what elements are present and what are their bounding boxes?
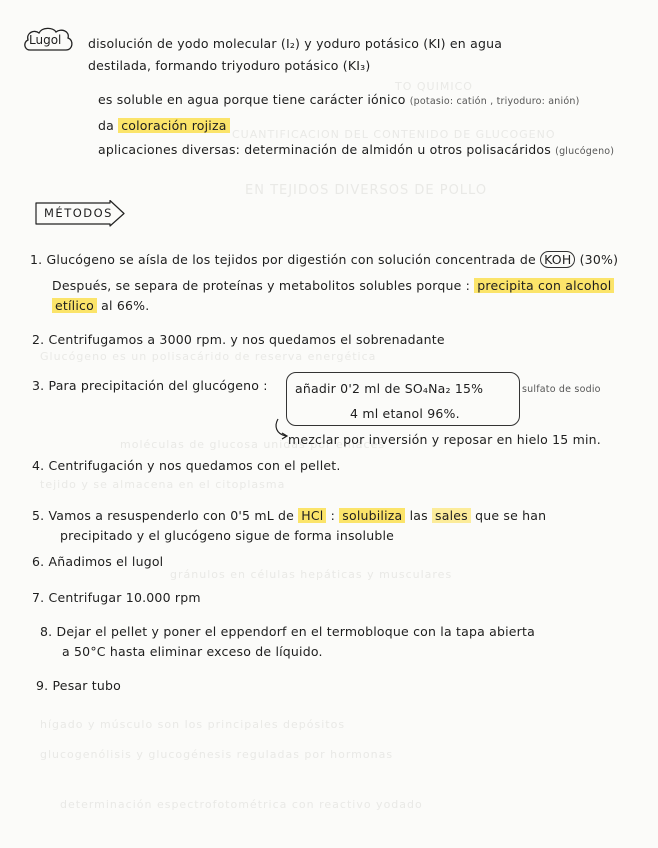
step-6 — [32, 554, 163, 569]
bleed-through: glucogenólisis y glucogénesis reguladas por hormonas — [40, 748, 394, 761]
step-1-line-1 — [30, 252, 618, 267]
highlight-coloracion: coloración rojiza — [118, 118, 229, 133]
step-3-mix: mezclar por inversión y reposar en hielo 15 min. — [288, 432, 601, 447]
step-7-number: 7. — [32, 590, 45, 605]
step-3-text: Para precipitación del glucógeno : — [48, 378, 268, 393]
step-8-line-1 — [40, 624, 535, 639]
step-2-number: 2. — [32, 332, 45, 347]
step-5-colon: : — [330, 508, 336, 523]
bleed-through: hígado y músculo son los principales depósitos — [40, 718, 346, 731]
step-3-box-line-2: 4 ml etanol 96%. — [350, 406, 460, 421]
highlight-solubiliza: solubiliza — [339, 508, 405, 523]
step-3-side-note: sulfato de sodio — [522, 384, 601, 395]
lugol-line-1: disolución de yodo molecular (I₂) y yoduro potásico (KI) en agua — [88, 36, 503, 51]
highlight-etilico: etílico — [52, 298, 97, 313]
step-4-text: Centrifugación y nos quedamos con el pellet. — [48, 458, 341, 473]
lugol-line-5 — [98, 142, 614, 157]
highlight-precipita: precipita con alcohol — [474, 278, 614, 293]
lugol-glycogen-note: (glucógeno) — [555, 146, 615, 157]
step-1-text-b: Después, se separa de proteínas y metabolitos solubles porque : — [52, 278, 471, 293]
koh-circled: KOH — [540, 251, 575, 268]
step-7-text: Centrifugar 10.000 rpm — [48, 590, 201, 605]
lugol-line-4 — [98, 118, 230, 133]
step-5-las: las — [409, 508, 428, 523]
step-6-text: Añadimos el lugol — [48, 554, 164, 569]
bleed-through: EN TEJIDOS DIVERSOS DE POLLO — [245, 183, 488, 198]
step-5-line-2: precipitado y el glucógeno sigue de forma insoluble — [60, 528, 395, 543]
step-1-number: 1. — [30, 252, 43, 267]
highlight-hcl: HCl — [298, 508, 326, 523]
step-1-line-2 — [52, 278, 614, 293]
lugol-da: da — [98, 118, 114, 133]
bleed-through: tejido y se almacena en el citoplasma — [40, 478, 286, 491]
step-5-text-b: que se han — [475, 508, 547, 523]
step-2 — [32, 332, 445, 347]
bleed-through: CUANTIFICACION DEL CONTENIDO DE GLUCOGENO — [232, 128, 556, 141]
lugol-tag: Lugol — [29, 33, 62, 47]
step-2-text: Centrifugamos a 3000 rpm. y nos quedamos el sobrenadante — [48, 332, 445, 347]
step-8-number: 8. — [40, 624, 53, 639]
step-9-number: 9. — [36, 678, 49, 693]
bleed-through: moléculas de glucosa unidas por enlaces — [120, 438, 386, 451]
step-3-number: 3. — [32, 378, 45, 393]
bleed-through: TO QUIMICO — [395, 80, 473, 93]
lugol-line-2: destilada, formando triyoduro potásico (KI₃) — [88, 58, 371, 73]
koh-percent: (30%) — [579, 252, 619, 267]
step-5-number: 5. — [32, 508, 45, 523]
step-8-text: Dejar el pellet y poner el eppendorf en el termobloque con la tapa abierta — [56, 624, 535, 639]
bleed-through: gránulos en células hepáticas y musculares — [170, 568, 453, 581]
step-3-box-line-1: añadir 0'2 ml de SO₄Na₂ 15% — [295, 381, 484, 396]
lugol-solubility: es soluble en agua porque tiene carácter iónico — [98, 92, 406, 107]
step-4 — [32, 458, 341, 473]
step-4-number: 4. — [32, 458, 45, 473]
lugol-applications: aplicaciones diversas: determinación de almidón u otros polisacáridos — [98, 142, 551, 157]
step-6-number: 6. — [32, 554, 45, 569]
lugol-ion-note: (potasio: catión , triyoduro: anión) — [409, 96, 580, 107]
step-7 — [32, 590, 201, 605]
step-1-line-3 — [52, 298, 149, 313]
highlight-sales: sales — [432, 508, 471, 523]
metodos-title: MÉTODOS — [44, 206, 113, 220]
step-9 — [36, 678, 121, 693]
step-9-text: Pesar tubo — [52, 678, 121, 693]
step-5-text: Vamos a resuspenderlo con 0'5 mL de — [48, 508, 295, 523]
bleed-through: determinación espectrofotométrica con reactivo yodado — [60, 798, 423, 811]
step-1-text: Glucógeno se aísla de los tejidos por digestión con solución concentrada de — [46, 252, 536, 267]
step-3 — [32, 378, 268, 393]
step-5-line-1 — [32, 508, 546, 523]
step-8-line-2: a 50°C hasta eliminar exceso de líquido. — [62, 644, 323, 659]
lugol-line-3 — [98, 92, 579, 107]
bleed-through: Glucógeno es un polisacárido de reserva energética — [40, 350, 377, 363]
step-1-text-c: al 66%. — [101, 298, 150, 313]
